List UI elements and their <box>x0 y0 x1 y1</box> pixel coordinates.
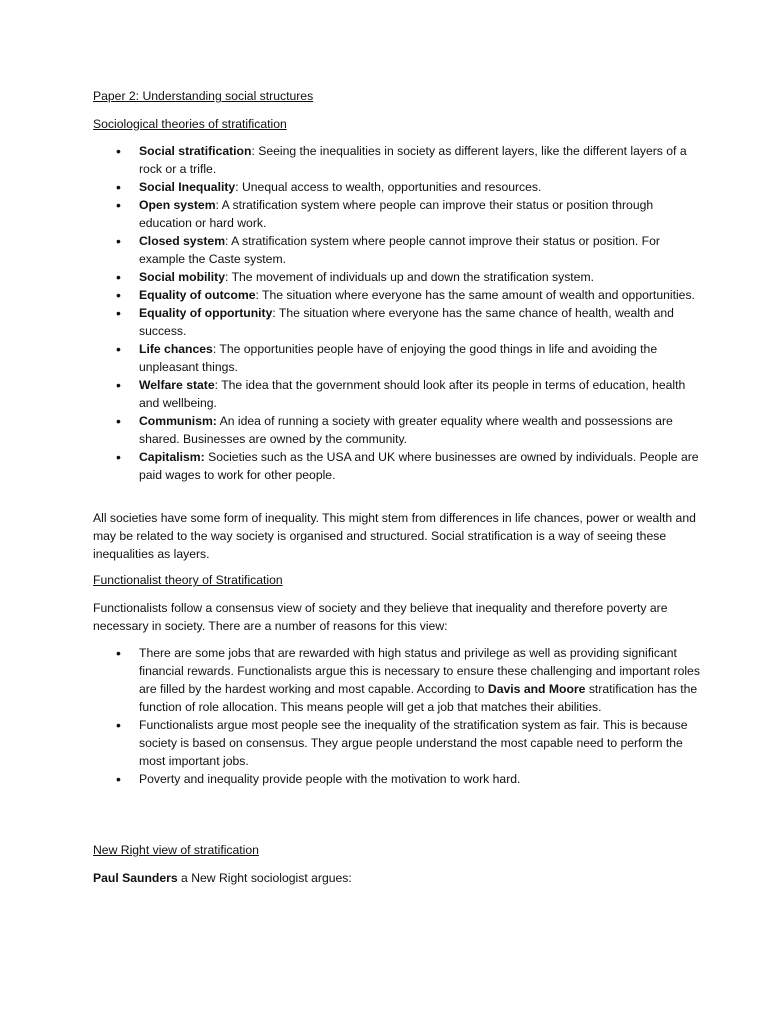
list-item: • Social Inequality: Unequal access to wealth, opportunities and resources. <box>93 178 708 196</box>
definitions-list <box>93 142 708 484</box>
list-item: • Social stratification: Seeing the inequalities in society as different layers, like the different layers of a rock or a trifle. <box>93 142 708 178</box>
list-item: • Equality of outcome: The situation where everyone has the same amount of wealth and opportunities. <box>93 286 708 304</box>
list-item: • Social mobility: The movement of individuals up and down the stratification system. <box>93 268 708 286</box>
list-item: • There are some jobs that are rewarded with high status and privilege as well as providing significant financial rewards. Functionalists argue this is necessary to ensure these challenging and important roles are filled by the hardest working and most capable. According to Davis and Moore stratification has the function of role allocation. This means people will get a job that matches their abilities. <box>93 644 708 716</box>
section-heading-functionalist: Functionalist theory of Stratification <box>93 573 283 587</box>
list-item: • Closed system: A stratification system where people cannot improve their status or position. For example the Caste system. <box>93 232 708 268</box>
list-item: • Life chances: The opportunities people have of enjoying the good things in life and avoiding the unpleasant things. <box>93 340 708 376</box>
section-heading-new-right: New Right view of stratification <box>93 843 259 857</box>
functionalist-points-list <box>93 644 708 788</box>
list-item: • Equality of opportunity: The situation where everyone has the same chance of health, wealth and success. <box>93 304 708 340</box>
paper-title: Paper 2: Understanding social structures <box>93 89 314 103</box>
list-item: • Functionalists argue most people see the inequality of the stratification system as fair. This is because society is based on consensus. They argue people understand the most capable need to perform the most important jobs. <box>93 716 708 770</box>
list-item: • Poverty and inequality provide people with the motivation to work hard. <box>93 770 708 788</box>
list-item: • Capitalism: Societies such as the USA and UK where businesses are owned by individuals. People are paid wages to work for other people. <box>93 448 708 484</box>
functionalist-intro: Functionalists follow a consensus view of society and they believe that inequality and therefore poverty are necessary in society. There are a number of reasons for this view: <box>93 601 668 633</box>
new-right-paragraph: Paul Saunders a New Right sociologist argues: <box>93 871 352 885</box>
list-item: • Welfare state: The idea that the government should look after its people in terms of education, health and wellbeing. <box>93 376 708 412</box>
list-item: • Communism: An idea of running a society with greater equality where wealth and possessions are shared. Businesses are owned by the community. <box>93 412 708 448</box>
list-item: • Open system: A stratification system where people can improve their status or position through education or hard work. <box>93 196 708 232</box>
section-heading-sociological-theories: Sociological theories of stratification <box>93 117 287 131</box>
inequality-paragraph: All societies have some form of inequality. This might stem from differences in life chances, power or wealth and may be related to the way society is organised and structured. Social stratification is a way of seeing these inequalities as layers. <box>93 511 696 561</box>
